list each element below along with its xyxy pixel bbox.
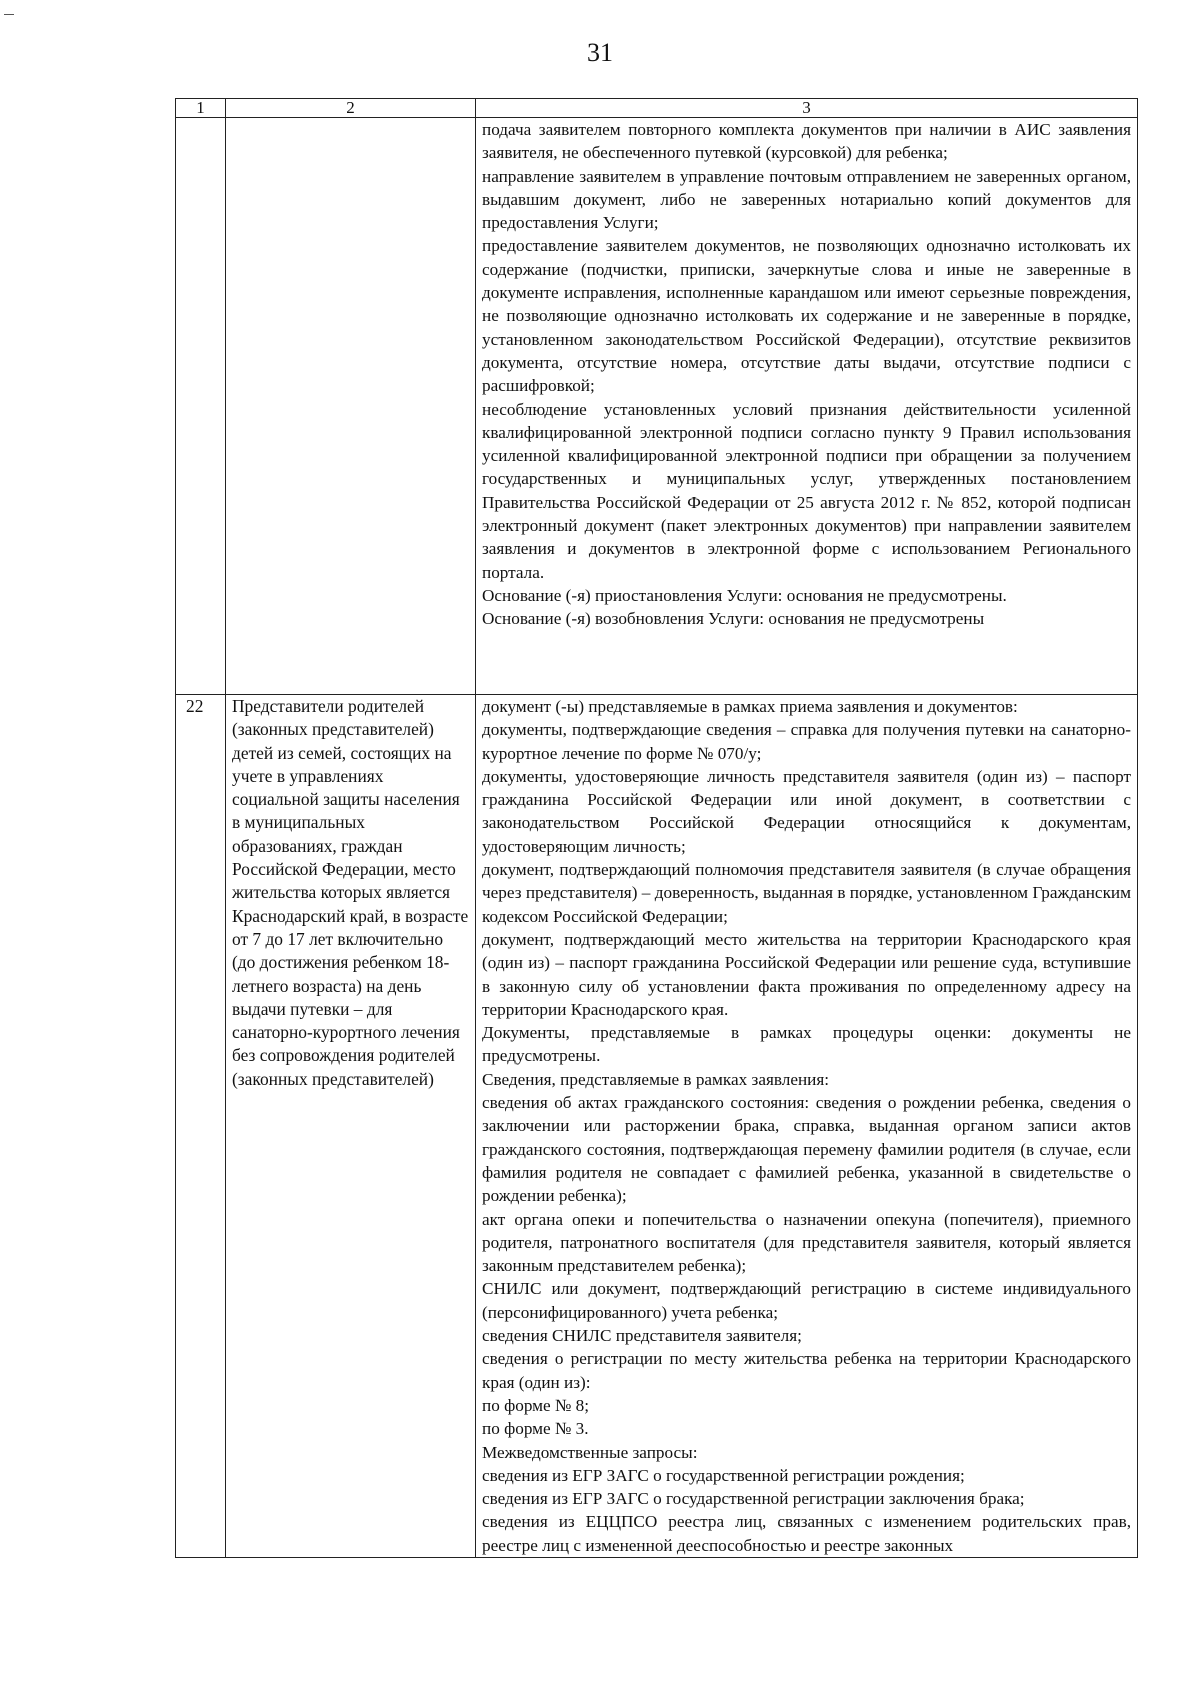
paragraph: сведения о регистрации по месту жительства ребенка на территории Краснодарского края (один из): [482,1349,1131,1392]
row-number-cell [176,118,226,695]
paragraph: несоблюдение установленных условий признания действительности усиленной квалифицированной электронной подписи согласно пункту 9 Правил использования усиленной квалифицированной электронной подписи при обращении за получением государственных и муниципальных услуг, утвержденных постановлением Правительства Российской Федерации от 25 августа 2012 г. № 852, которой подписан электронный документ (пакет электронных документов) при направлении заявителем заявления и документов в электронной форме с использованием Регионального портала. [482,399,1131,582]
table-row [176,695,1138,1558]
category-cell [226,695,476,1558]
paragraph: Документы, представляемые в рамках процедуры оценки: документы не предусмотрены. [482,1023,1131,1066]
paragraph: сведения СНИЛС представителя заявителя; [482,1326,802,1346]
paragraph: Основание (-я) приостановления Услуги: основания не предусмотрены. [482,585,1007,605]
paragraph: сведения из ЕЦЦПСО реестра лиц, связанных с изменением родительских прав, реестре лиц с измененной дееспособностью и реестре законных [482,1512,1131,1555]
paragraph: предоставление заявителем документов, не позволяющих однозначно истолковать их содержание (подчистки, приписки, зачеркнутые слова и иные не заверенные в документе исправления, исполненные карандашом или имеют серьезные повреждения, не позволяющие однозначно истолковать их содержание и не заверенные в порядке, установленном законодательством Российской Федерации), отсутствие реквизитов документа, отсутствие номера, отсутствие даты выдачи, отсутствие подписи с расшифровкой; [482,236,1131,396]
paragraph: документы, подтверждающие сведения – справка для получения путевки на санаторно-курортное лечение по форме № 070/у; [482,720,1131,763]
paragraph: Межведомственные запросы: [482,1442,698,1462]
paragraph: акт органа опеки и попечительства о назначении опекуна (попечителя), приемного родителя, патронатного воспитателя (для представителя заявителя, который является законным представителем ребенка); [482,1209,1131,1276]
paragraph: направление заявителем в управление почтовым отправлением не заверенных органом, выдавшим документ, либо не заверенных нотариально копий документов для предоставления Услуги; [482,166,1131,233]
page-number: 31 [587,38,613,67]
category-cell [226,118,476,695]
paragraph: документ (-ы) представляемые в рамках приема заявления и документов: [482,697,1018,716]
document-table [175,98,1138,1558]
paragraph: сведения об актах гражданского состояния: сведения о рождении ребенка, сведения о заключении или расторжении брака, справка, выданная органом записи актов гражданского состояния, подтверждающая перемену фамилии родителя (в случае, если фамилия родителя не совпадает с фамилией ребенка, указанной в свидетельстве о рождении ребенка); [482,1093,1131,1206]
paragraph: Основание (-я) возобновления Услуги: основания не предусмотрены [482,609,985,629]
details-cell [476,695,1138,1558]
header-cell-2: 2 [226,99,476,118]
details-cell [476,118,1138,695]
scan-edge-mark [4,14,14,15]
table-row [176,118,1138,695]
paragraph: сведения из ЕГР ЗАГС о государственной регистрации рождения; [482,1465,965,1485]
paragraph: Сведения, представляемые в рамках заявления: [482,1069,830,1089]
paragraph: СНИЛС или документ, подтверждающий регистрацию в системе индивидуального (персонифицированного) учета ребенка; [482,1279,1131,1322]
header-cell-3: 3 [476,99,1138,118]
paragraph: подача заявителем повторного комплекта документов при наличии в АИС заявления заявителя, не обеспеченного путевкой (курсовкой) для ребенка; [482,120,1131,163]
paragraph: документ, подтверждающий место жительства на территории Краснодарского края (один из) – паспорт гражданина Российской Федерации или решение суда, вступившие в законную силу об установлении факта проживания по определенному адресу на территории Краснодарского края. [482,929,1131,1019]
category-text: Представители родителей (законных представителей) детей из семей, состоящих на учете в управлениях социальной защиты населения в муниципальных образованиях, граждан Российской Федерации, место жительства которых является Краснодарский край, в возрасте от 7 до 17 лет включительно (до достижения ребенком 18-летнего возраста) на день выдачи путевки – для санаторно-курортного лечения без сопровождения родителей (законных представителей) [232,696,469,1089]
paragraph: по форме № 3. [482,1419,589,1439]
header-cell-1: 1 [176,99,226,118]
table-header-row [176,99,1138,118]
paragraph: сведения из ЕГР ЗАГС о государственной регистрации заключения брака; [482,1489,1025,1509]
paragraph: документ, подтверждающий полномочия представителя заявителя (в случае обращения через представителя) – доверенность, выданная в порядке, установленном Гражданским кодексом Российской Федерации; [482,860,1131,926]
paragraph: документы, удостоверяющие личность представителя заявителя (один из) – паспорт гражданина Российской Федерации или иной документ, в соответствии с законодательством Российской Федерации относящийся к документам, удостоверяющим личность; [482,766,1131,856]
paragraph: по форме № 8; [482,1395,590,1415]
row-number-cell: 22 [176,695,226,1558]
